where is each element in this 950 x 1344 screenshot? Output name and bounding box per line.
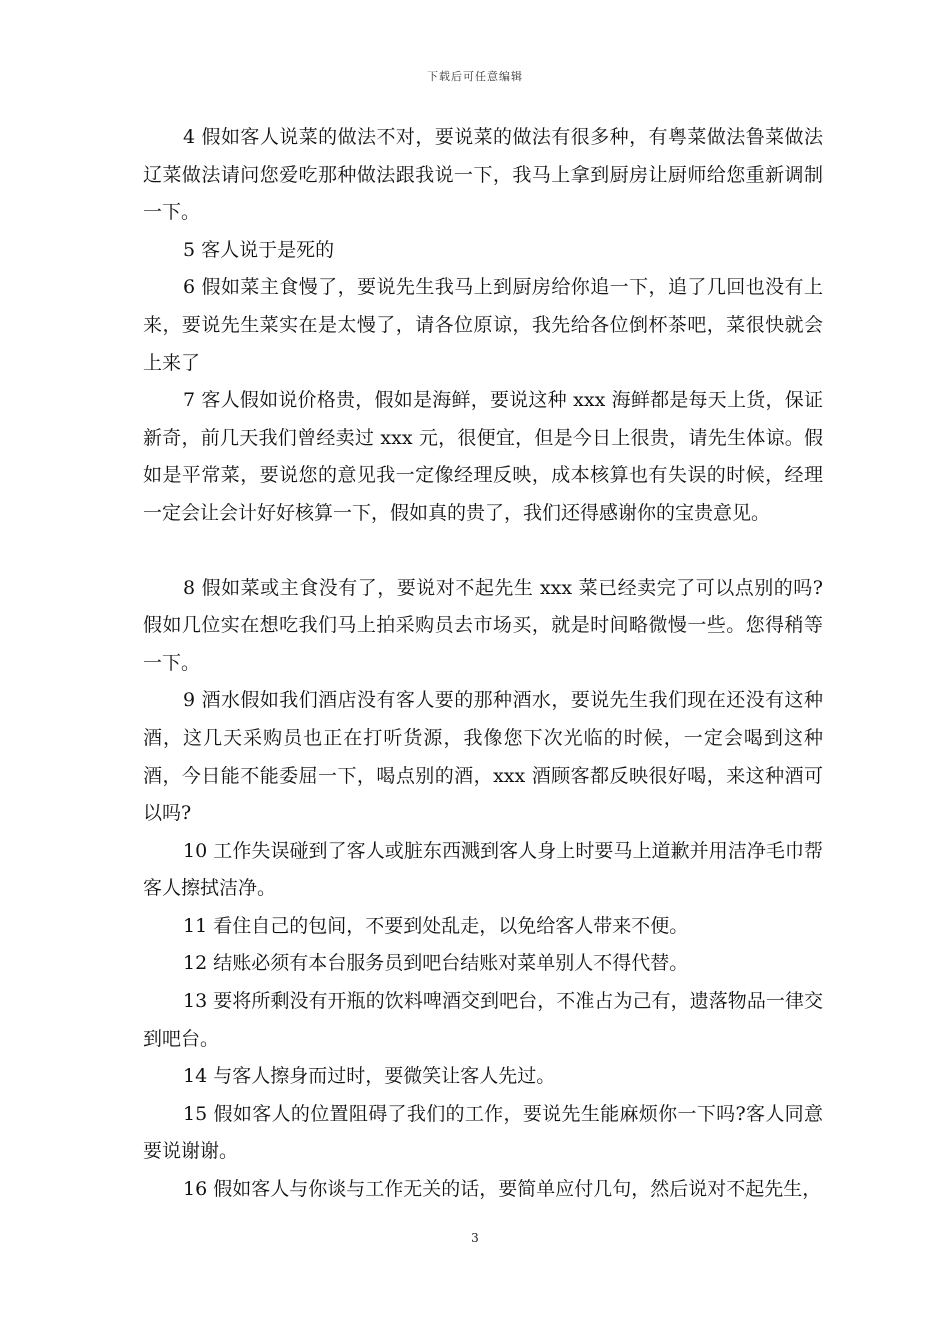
page-header: 下载后可任意编辑	[427, 70, 523, 83]
page-number: 3	[471, 1231, 479, 1245]
paragraph-item-15: 15 假如客人的位置阻碍了我们的工作，要说先生能麻烦你一下吗?客人同意要说谢谢。	[143, 1102, 823, 1163]
paragraph-item-11: 11 看住自己的包间，不要到处乱走，以免给客人带来不便。	[183, 914, 689, 937]
paragraph-item-8: 8 假如菜或主食没有了，要说对不起先生 xxx 菜已经卖完了可以点别的吗?假如几位实在想吃我们马上拍采购员去市场买，就是时间略微慢一些。您得稍等一下。	[143, 576, 823, 674]
paragraph-item-9: 9 酒水假如我们酒店没有客人要的那种酒水，要说先生我们现在还没有这种酒，这几天采购员也正在打听货源，我像您下次光临的时候，一定会喝到这种酒，今日能不能委屈一下，喝点别的酒，xxx 酒顾客都反映很好喝，来这种酒可以吗?	[143, 689, 823, 825]
paragraph-item-7: 7 客人假如说价格贵，假如是海鲜，要说这种 xxx 海鲜都是每天上货，保证新奇，前几天我们曾经卖过 xxx 元，很便宜，但是今日上很贵，请先生体谅。假如是平常菜，要说您的意见我一定像经理反映，成本核算也有失误的时候，经理一定会让会计好好核算一下，假如真的贵了，我们还得感谢你的宝贵意见。	[143, 389, 823, 524]
paragraph-item-14: 14 与客人擦身而过时，要微笑让客人先过。	[183, 1065, 556, 1088]
paragraph-item-6: 6 假如菜主食慢了，要说先生我马上到厨房给你追一下，追了几回也没有上来，要说先生菜实在是太慢了，请各位原谅，我先给各位倒杯茶吧，菜很快就会上来了	[143, 276, 823, 374]
paragraph-item-4: 4 假如客人说菜的做法不对，要说菜的做法有很多种，有粤菜做法鲁菜做法辽菜做法请问您爱吃那种做法跟我说一下，我马上拿到厨房让厨师给您重新调制一下。	[143, 126, 823, 224]
paragraph-item-16: 16 假如客人与你谈与工作无关的话，要简单应付几句，然后说对不起先生，	[183, 1178, 822, 1201]
paragraph-item-5: 5 客人说于是死的	[183, 238, 335, 261]
paragraph-item-12: 12 结账必须有本台服务员到吧台结账对菜单别人不得代替。	[183, 952, 689, 975]
document-body	[143, 119, 823, 1209]
paragraph-item-10: 10 工作失误碰到了客人或脏东西溅到客人身上时要马上道歉并用洁净毛巾帮客人擦拭洁净。	[143, 839, 823, 900]
paragraph-item-13: 13 要将所剩没有开瓶的饮料啤酒交到吧台，不准占为己有，遗落物品一律交到吧台。	[143, 990, 823, 1050]
